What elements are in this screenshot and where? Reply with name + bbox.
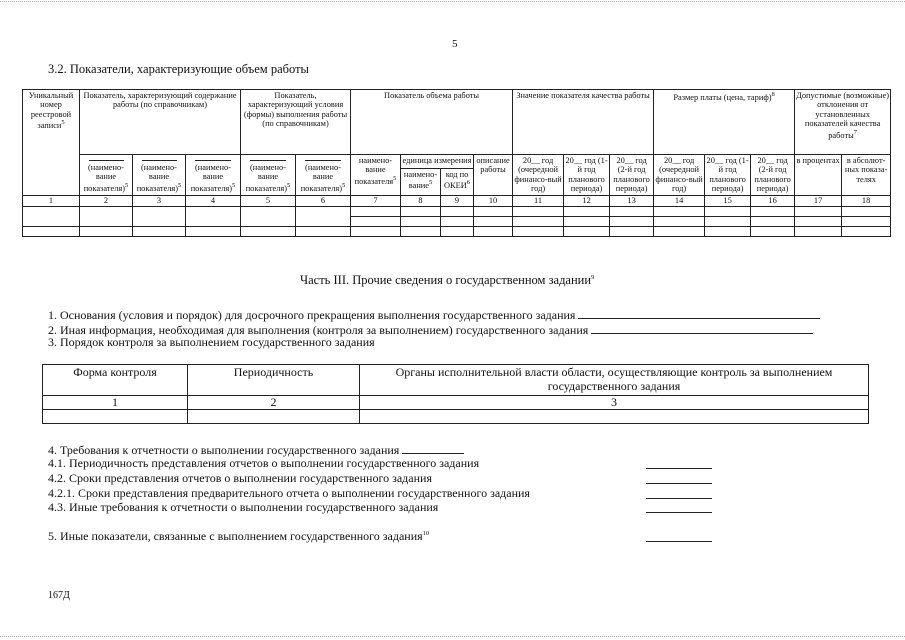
- col-num: 18: [842, 195, 891, 206]
- blank-line: [646, 498, 712, 499]
- col-num: 9: [441, 195, 474, 206]
- col-num: 17: [795, 195, 842, 206]
- item-3: 3. Порядок контроля за выполнением государственного задания: [48, 335, 375, 349]
- table-row: [43, 410, 869, 424]
- section-title: 3.2. Показатели, характеризующие объем работы: [48, 62, 309, 76]
- col-num: 14: [654, 195, 705, 206]
- top-border: [0, 1, 905, 2]
- col-num: 11: [513, 195, 564, 206]
- column-numbers-row: [23, 195, 891, 206]
- col-num: 3: [133, 195, 186, 206]
- blank-line: [646, 541, 712, 542]
- fee-year-plan2: 20__ год (2-й год планового периода): [751, 155, 795, 196]
- control-table: [42, 364, 869, 424]
- req-4-2-1: 4.2.1. Сроки представления предварительного отчета о выполнении государственного задания: [48, 486, 530, 500]
- col-num: 3: [360, 395, 869, 410]
- header-unique-number: Уникальный номер реестровой записи$^5$: [23, 90, 80, 196]
- blank-line: [646, 512, 712, 513]
- header-control-form: Форма контроля: [43, 365, 188, 396]
- col-num: 6: [296, 195, 351, 206]
- header-content-indicator: Показатель, характеризующий содержание работы (по справочникам): [80, 90, 241, 155]
- item-2: 2. Иная информация, необходимая для выполнения (контроля за выполнением) государственного задания: [48, 321, 813, 338]
- col-num: 13: [610, 195, 654, 206]
- header-fee: Размер платы (цена, тариф)$^8$: [654, 90, 795, 155]
- col-num: 15: [705, 195, 751, 206]
- fee-year-plan1: 20__ год (1-й год планового периода): [706, 156, 749, 194]
- header-volume-indicator: Показатель объема работы: [351, 90, 513, 155]
- fee-year-fin: 20__ год (очередной финансо-вый год): [655, 156, 703, 194]
- col-num: 7: [351, 195, 401, 206]
- conditions-col-2: (наимено-вание показателя)$^5$: [296, 155, 351, 196]
- col-num: 1: [23, 195, 80, 206]
- bottom-border: [0, 636, 905, 637]
- volume-indicators-table: [22, 89, 891, 237]
- quality-year-fin: 20__ год (очередной финансо-вый год): [514, 156, 562, 194]
- header-quality-value: Значение показателя качества работы: [513, 90, 654, 155]
- quality-year-plan2: 20__ год (2-й год планового периода): [610, 155, 654, 196]
- item-1: 1. Основания (условия и порядок) для досрочного прекращения выполнения государственного задания: [48, 306, 820, 323]
- blank-line: [646, 468, 712, 469]
- deviation-absolute: в абсолют-ных показа-телях: [842, 155, 891, 196]
- quality-year-plan1: 20__ год (1-й год планового периода): [565, 156, 608, 194]
- req-4: 4. Требования к отчетности о выполнении государственного задания: [48, 441, 464, 458]
- header-conditions-indicator: Показатель, характеризующий условия (формы) выполнения работы (по справочникам): [241, 90, 351, 155]
- deviation-percent: в процентах: [795, 155, 842, 196]
- volume-name: наимено-вание показателя$^5$: [351, 155, 401, 196]
- col-num: 8: [401, 195, 441, 206]
- footer-code: 167Д: [48, 590, 70, 601]
- header-deviation: Допустимые (возможные) отклонения от установленных показателей качества работы$^7$: [795, 90, 891, 155]
- col-num: 16: [751, 195, 795, 206]
- volume-description: описание работы: [474, 155, 513, 196]
- table-row: [23, 226, 891, 236]
- col-num: 2: [188, 395, 360, 410]
- content-col-2: (наимено-вание показателя)$^5$: [133, 155, 186, 196]
- content-col-3: (наимено-вание показателя)$^5$: [186, 155, 241, 196]
- part3-title: Часть III. Прочие сведения о государственном задании$^9$: [300, 273, 595, 287]
- col-num: 5: [241, 195, 296, 206]
- req-4-3: 4.3. Иные требования к отчетности о выполнении государственного задания: [48, 500, 439, 514]
- page-number: 5: [452, 38, 458, 50]
- col-num: 12: [564, 195, 610, 206]
- blank-line: [646, 483, 712, 484]
- req-4-2: 4.2. Сроки представления отчетов о выполнении государственного задания: [48, 471, 432, 485]
- volume-unit: единица измерения: [401, 155, 474, 169]
- col-num: 1: [43, 395, 188, 410]
- unit-okei-code: код по ОКЕИ$^6$: [441, 168, 474, 195]
- col-num: 2: [80, 195, 133, 206]
- col-num: 4: [186, 195, 241, 206]
- unit-name: наимено-вание$^5$: [401, 168, 441, 195]
- conditions-col-1: (наимено-вание показателя)$^5$: [241, 155, 296, 196]
- req-4-1: 4.1. Периодичность представления отчетов о выполнении государственного задания: [48, 456, 480, 470]
- content-col-1: (наимено-вание показателя)$^5$: [80, 155, 133, 196]
- header-periodicity: Периодичность: [188, 365, 360, 396]
- req-5: 5. Иные показатели, связанные с выполнением государственного задания$^{10}$: [48, 529, 430, 543]
- table-row: [23, 206, 891, 216]
- col-num: 10: [474, 195, 513, 206]
- header-control-bodies: Органы исполнительной власти области, осуществляющие контроль за выполнением государственного задания: [360, 365, 869, 396]
